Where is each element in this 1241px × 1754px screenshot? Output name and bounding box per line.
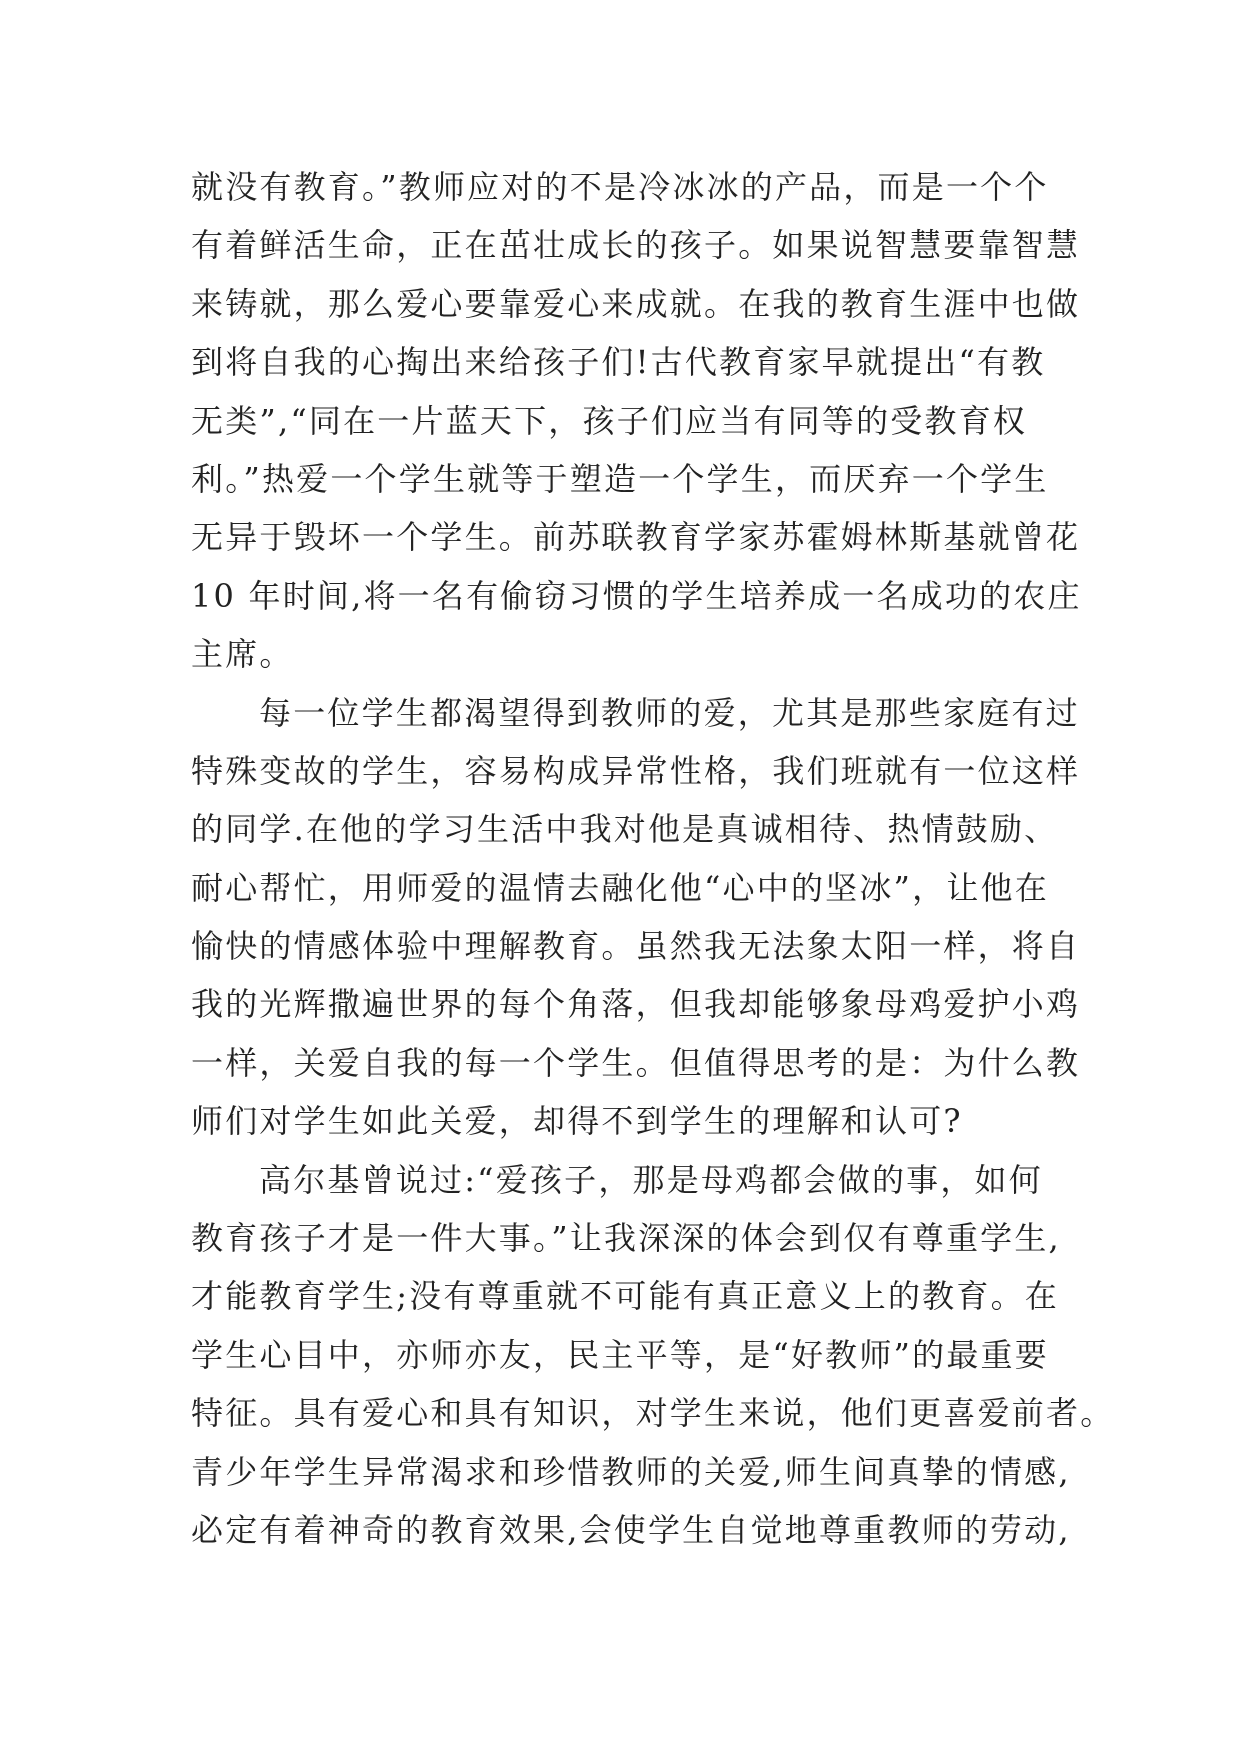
- text-line: 就没有教育。”教师应对的不是冷冰冰的产品，而是一个个: [191, 168, 1049, 206]
- text-line: 师们对学生如此关爱，却得不到学生的理解和认可?: [191, 1102, 963, 1141]
- document-body-text: [191, 158, 1115, 1559]
- text-line: 无类”,“同在一片蓝天下，孩子们应当有同等的受教育权: [191, 401, 1028, 440]
- text-line: 一样，关爱自我的每一个学生。但值得思考的是：为什么教: [191, 1043, 1081, 1082]
- text-line: 青少年学生异常渴求和珍惜教师的关爱,师生间真挚的情感,: [191, 1452, 1071, 1491]
- text-line: 学生心目中，亦师亦友，民主平等，是“好教师”的最重要: [191, 1335, 1049, 1374]
- text-line: 主席。: [191, 635, 294, 674]
- text-line: 我的光辉撒遍世界的每个角落，但我却能够象母鸡爱护小鸡: [191, 985, 1081, 1024]
- text-line: 愉快的情感体验中理解教育。虽然我无法象太阳一样，将自: [191, 927, 1081, 966]
- text-line: 耐心帮忙，用师爱的温情去融化他“心中的坚冰”，让他在: [191, 868, 1049, 907]
- text-line: 来铸就，那么爱心要靠爱心来成就。在我的教育生涯中也做: [191, 284, 1081, 323]
- text-line: 无异于毁坏一个学生。前苏联教育学家苏霍姆林斯基就曾花: [191, 518, 1081, 557]
- text-line: 利。”热爱一个学生就等于塑造一个学生，而厌弃一个学生: [191, 459, 1049, 498]
- text-line: 教育孩子才是一件大事。”让我深深的体会到仅有尊重学生,: [191, 1219, 1061, 1258]
- text-line: 必定有着神奇的教育效果,会使学生自觉地尊重教师的劳动,: [191, 1510, 1071, 1549]
- paragraph-first-line: 每一位学生都渴望得到教师的爱，尤其是那些家庭有过: [259, 693, 1080, 732]
- text-line: 特殊变故的学生，容易构成异常性格，我们班就有一位这样: [191, 751, 1081, 790]
- text-line: 才能教育学生;没有尊重就不可能有真正意义上的教育。在: [191, 1277, 1059, 1316]
- text-line: 的同学.在他的学习生活中我对他是真诚相待、热情鼓励、: [191, 810, 1059, 849]
- text-line: 10 年时间,将一名有偷窃习惯的学生培养成一名成功的农庄: [191, 576, 1082, 615]
- text-line: 有着鲜活生命，正在茁壮成长的孩子。如果说智慧要靠智慧: [191, 226, 1081, 265]
- text-line: 到将自我的心掏出来给孩子们!古代教育家早就提出“有教: [191, 343, 1046, 382]
- text-line: 特征。具有爱心和具有知识，对学生来说，他们更喜爱前者。: [191, 1394, 1115, 1433]
- paragraph-first-line: 高尔基曾说过:“爱孩子，那是母鸡都会做的事，如何: [259, 1160, 1043, 1199]
